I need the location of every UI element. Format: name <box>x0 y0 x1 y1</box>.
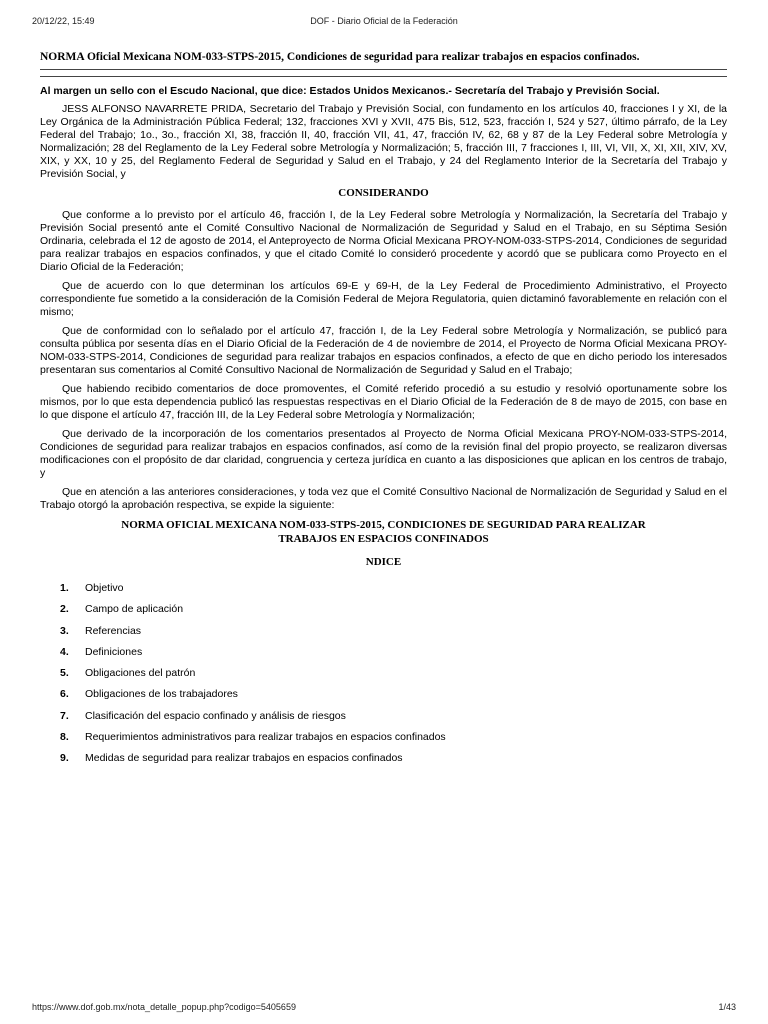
print-url-link[interactable]: https://www.dof.gob.mx/nota_detalle_popup.php?codigo=5405659 <box>32 1002 296 1012</box>
index-number: 5. <box>60 667 69 680</box>
considerando-heading: CONSIDERANDO <box>338 187 429 199</box>
index-list <box>40 582 727 774</box>
intro-paragraph: JESS ALFONSO NAVARRETE PRIDA, Secretario del Trabajo y Previsión Social, con fundamento en los artículos 40, fracciones I y XI, de la Ley Orgánica de la Administración Pública Federal; 132, fracciones XVI y XVII, 475 Bis, 512, 523, fracción I, 524 y 527, último párrafo, de la Ley Federal del Trabajo; 1o., 3o., fracción XI, 38, fracción II, 40, fracción VII, 41, 47, fracción IV, 62, 68 y 87 de la Ley Federal sobre Metrología y Normalización; 28 del Reglamento de la Ley Federal sobre Metrología y Normalización; 5, fracción III, 7 fracciones I, III, VI, VII, X, XI, XII, XIV, XV, XIX, y XX, 10 y 25, del Reglamento Federal de Seguridad y Salud en el Trabajo, y 24 del Reglamento Interior de la Secretaría del Trabajo y Previsión Social, y <box>40 103 727 180</box>
index-label: Campo de aplicación <box>85 603 184 616</box>
index-label: Clasificación del espacio confinado y análisis de riesgos <box>85 709 346 722</box>
index-label: Objetivo <box>85 582 124 594</box>
page-number: 1/43 <box>718 1002 736 1012</box>
index-label: Requerimientos administrativos para realizar trabajos en espacios confinados <box>85 731 446 744</box>
index-number: 9. <box>60 752 69 765</box>
index-number: 4. <box>60 645 69 658</box>
print-site-title: DOF - Diario Oficial de la Federación <box>310 16 458 26</box>
index-item <box>60 752 727 773</box>
index-label: Obligaciones de los trabajadores <box>85 688 238 701</box>
considerando-paragraph: Que derivado de la incorporación de los comentarios presentados al Proyecto de Norma Oficial Mexicana PROY-NOM-033-STPS-2014, Condiciones de seguridad para realizar trabajos en espacios confinados, así como de la revisión final del propio proyecto, se realizaron diversas modificaciones con el propósito de dar claridad, congruencia y certeza jurídica en cuanto a las disposiciones que aplican en los centros de trabajo, y <box>40 428 727 479</box>
index-item <box>60 688 727 709</box>
index-item <box>60 646 727 667</box>
considerando-paragraph: Que habiendo recibido comentarios de doce promoventes, el Comité referido procedió a su estudio y resolvió oportunamente sobre los mismos, por lo que esta dependencia publicó las respuestas respectivas en el Diario Oficial de la Federación de 8 de mayo de 2015, con base en lo que dispone el artículo 47, fracción III, de la Ley Federal sobre Metrología y Normalización; <box>40 383 727 421</box>
index-number: 2. <box>60 603 69 616</box>
index-number: 8. <box>60 731 69 744</box>
index-number: 3. <box>60 624 69 637</box>
index-number: 6. <box>60 688 69 701</box>
index-item <box>60 582 727 603</box>
considerando-paragraph: Que conforme a lo previsto por el artículo 46, fracción I, de la Ley Federal sobre Metrología y Normalización, la Secretaría del Trabajo y Previsión Social presentó ante el Comité Consultivo Nacional de Normalización de Seguridad y Salud en el Trabajo, en su Séptima Sesión Ordinaria, celebrada el 12 de agosto de 2014, el Anteproyecto de Norma Oficial Mexicana PROY-NOM-033-STPS-2014, Condiciones de seguridad para realizar trabajos en espacios confinados, y que el citado Comité lo consideró procedente y acordó que se publicara como Proyecto en el Diario Oficial de la Federación; <box>40 209 727 273</box>
index-item <box>60 603 727 624</box>
document-title: NORMA Oficial Mexicana NOM-033-STPS-2015, Condiciones de seguridad para realizar trabajos en espacios confinados. <box>40 46 727 70</box>
index-heading: NDICE <box>365 556 402 568</box>
considerando-paragraph: Que en atención a las anteriores consideraciones, y toda vez que el Comité Consultivo Nacional de Normalización de Seguridad y Salud en el Trabajo otorgó la aprobación respectiva, se expide la siguiente: <box>40 486 727 511</box>
index-item <box>60 710 727 731</box>
considerando-paragraph: Que de conformidad con lo señalado por el artículo 47, fracción I, de la Ley Federal sobre Metrología y Normalización, se publicó para consulta pública por sesenta días en el Diario Oficial de la Federación de 4 de noviembre de 2014, el Proyecto de Norma Oficial Mexicana PROY-NOM-033-STPS-2014, Condiciones de seguridad para realizar trabajos en espacios confinados, a efecto de que en dicho periodo los interesados presentaran sus comentarios al Comité Consultivo Nacional de Normalización de Seguridad y Salud en el Trabajo; <box>40 325 727 376</box>
index-label: Obligaciones del patrón <box>85 667 196 680</box>
print-datetime: 20/12/22, 15:49 <box>32 16 95 26</box>
index-item <box>60 731 727 752</box>
document-body <box>40 46 727 774</box>
index-label: Definiciones <box>85 645 143 658</box>
norm-title: NORMA OFICIAL MEXICANA NOM-033-STPS-2015, CONDICIONES DE SEGURIDAD PARA REALIZAR TRABAJOS EN ESPACIOS CONFINADOS <box>121 519 646 545</box>
index-item <box>60 667 727 688</box>
index-number: 7. <box>60 709 69 722</box>
index-item <box>60 625 727 646</box>
considerando-paragraph: Que de acuerdo con lo que determinan los artículos 69-E y 69-H, de la Ley Federal de Procedimiento Administrativo, el Proyecto correspondiente fue sometido a la consideración de la Comisión Federal de Mejora Regulatoria, quien dictaminó favorablemente en relación con el mismo; <box>40 280 727 318</box>
index-label: Medidas de seguridad para realizar trabajos en espacios confinados <box>85 752 403 765</box>
seal-text: Al margen un sello con el Escudo Nacional, que dice: Estados Unidos Mexicanos.- Secretaría del Trabajo y Previsión Social. <box>40 76 727 97</box>
index-label: Referencias <box>85 624 142 637</box>
index-number: 1. <box>60 582 69 594</box>
